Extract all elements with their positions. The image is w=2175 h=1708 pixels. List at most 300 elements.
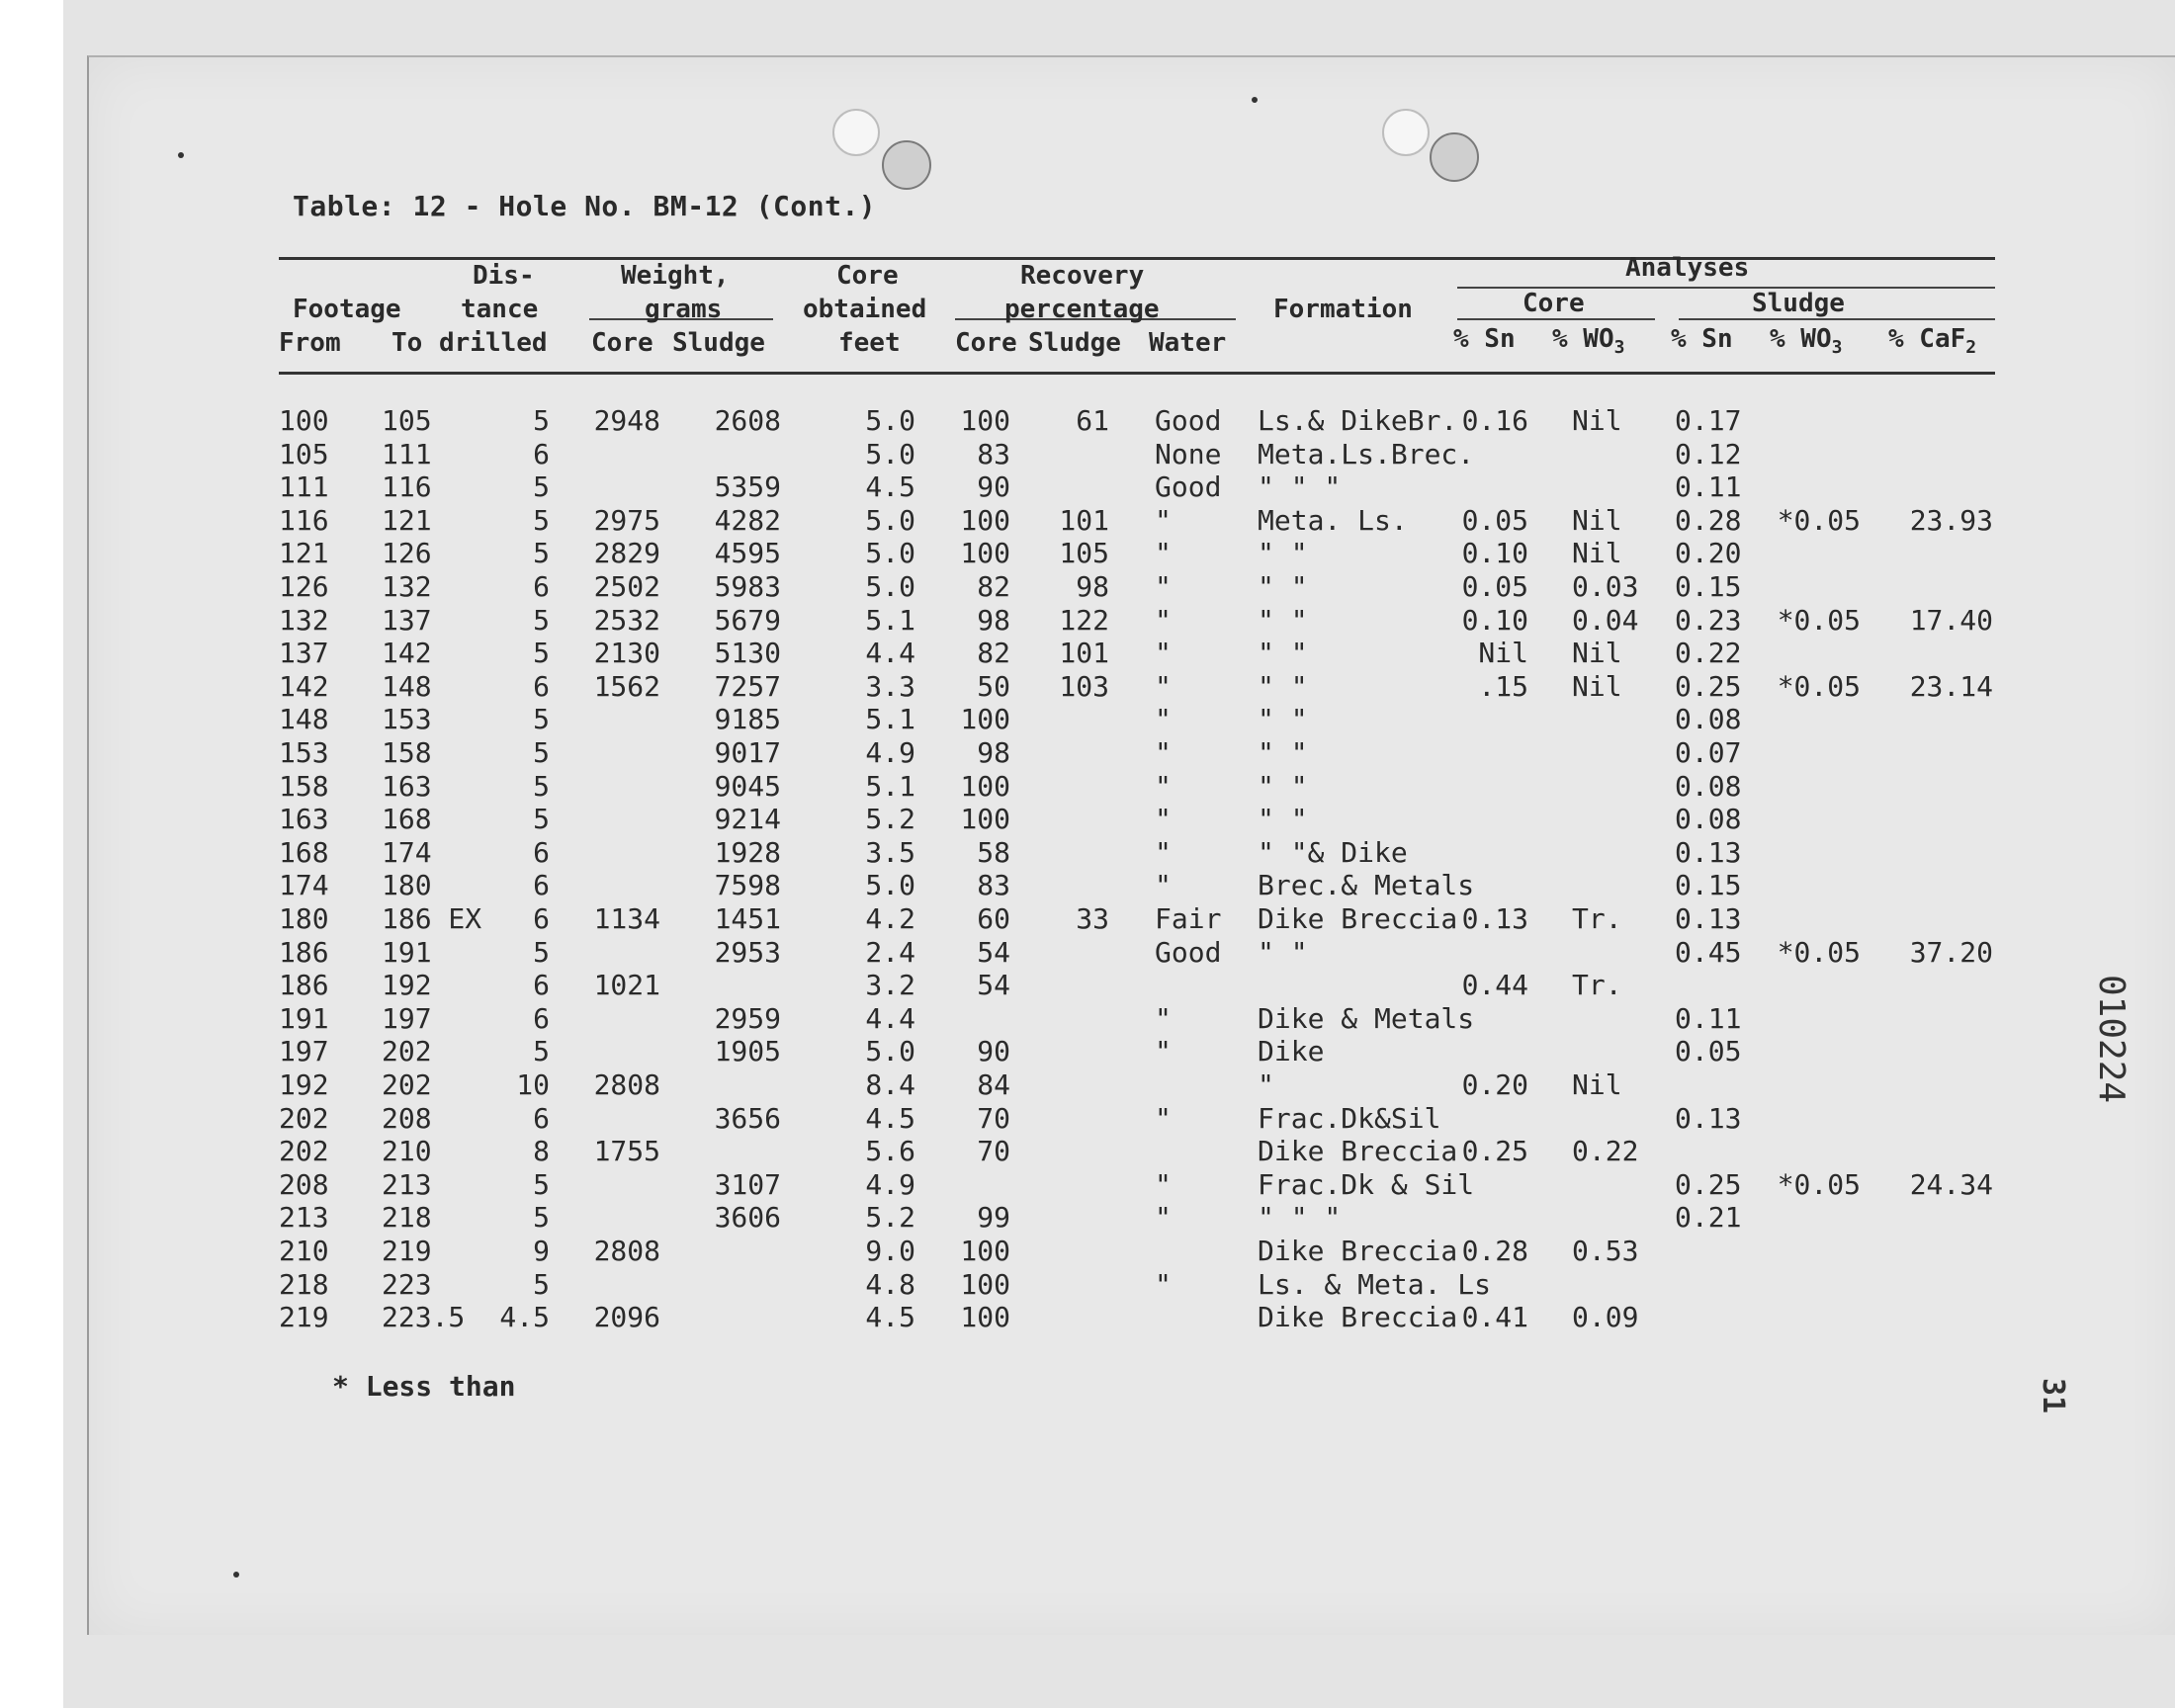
cell-rcore: 100: [960, 769, 1010, 803]
footnote: * Less than: [332, 1370, 516, 1403]
cell-csn: 0.20: [1461, 1068, 1528, 1101]
cell-drilled: 5: [533, 603, 550, 637]
scan-left-margin: [0, 0, 63, 1708]
cell-from: 192: [279, 1068, 329, 1101]
cell-ssn: 0.45: [1675, 935, 1742, 969]
cell-from: 121: [279, 537, 329, 570]
cell-rcore: 90: [977, 470, 1010, 504]
cell-wcore: 2130: [593, 637, 660, 670]
cell-from: 210: [279, 1235, 329, 1267]
side-archive-number: 010224: [2091, 975, 2132, 1104]
cell-water: ": [1155, 537, 1172, 570]
punch-hole-shadow: [1382, 109, 1430, 156]
cell-feet: 5.0: [865, 537, 915, 570]
to-header: To: [392, 328, 423, 358]
cell-rcore: 60: [977, 902, 1010, 935]
speck: [233, 1572, 239, 1578]
cell-ssn: 0.15: [1675, 570, 1742, 603]
cell-caf2: 17.40: [1909, 603, 1993, 637]
cell-wcore: 2532: [593, 603, 660, 637]
weight-core-header: Core: [591, 328, 653, 358]
cell-water: Good: [1155, 404, 1222, 437]
sludge-sn-header: % Sn: [1671, 324, 1733, 354]
analyses-header: Analyses: [1625, 253, 1750, 283]
header-bottom-rule: [279, 372, 1995, 375]
cell-water: ": [1155, 1035, 1172, 1068]
cell-wcore: 1755: [593, 1135, 660, 1168]
cell-cwo3: 0.53: [1572, 1235, 1639, 1267]
cell-ssn: 0.20: [1675, 537, 1742, 570]
cell-drilled: 5: [533, 803, 550, 836]
cell-formation: Dike Breccia: [1258, 1301, 1458, 1334]
cell-from: 219: [279, 1301, 329, 1334]
cell-from: 213: [279, 1201, 329, 1235]
cell-rcore: 54: [977, 969, 1010, 1002]
cell-drilled: 5: [533, 769, 550, 803]
cell-drilled: 5: [533, 736, 550, 769]
cell-to: 186 EX: [382, 902, 482, 935]
cell-water: ": [1155, 1201, 1172, 1235]
cell-rcore: 99: [977, 1201, 1010, 1235]
cell-from: 186: [279, 935, 329, 969]
cell-formation: Ls. & Meta. Ls: [1258, 1267, 1492, 1301]
cell-csn: 0.05: [1461, 570, 1528, 603]
cell-caf2: 37.20: [1909, 935, 1993, 969]
cell-csn: 0.13: [1461, 902, 1528, 935]
analyses-sludge-header: Sludge: [1752, 289, 1845, 318]
cell-ssn: 0.13: [1675, 1101, 1742, 1135]
cell-feet: 3.5: [865, 835, 915, 869]
cell-water: ": [1155, 1167, 1172, 1201]
cell-water: ": [1155, 570, 1172, 603]
cell-feet: 4.8: [865, 1267, 915, 1301]
speck: [178, 152, 184, 158]
cell-feet: 4.4: [865, 1001, 915, 1035]
cell-ssn: 0.11: [1675, 470, 1742, 504]
cell-from: 100: [279, 404, 329, 437]
cell-csn: 0.41: [1461, 1301, 1528, 1334]
cell-feet: 5.1: [865, 769, 915, 803]
cell-to: 210: [382, 1135, 432, 1168]
cell-feet: 4.2: [865, 902, 915, 935]
cell-wcore: 2948: [593, 404, 660, 437]
cell-wsludge: 2608: [714, 404, 781, 437]
cell-rcore: 98: [977, 736, 1010, 769]
cell-formation: Brec.& Metals: [1258, 869, 1475, 902]
cell-from: 191: [279, 1001, 329, 1035]
cell-formation: " ": [1258, 703, 1308, 736]
cell-to: 213: [382, 1167, 432, 1201]
caf2-header: % CaF$_2$: [1888, 324, 1977, 359]
cell-formation: " " ": [1258, 1201, 1342, 1235]
cell-csn: 0.10: [1461, 537, 1528, 570]
cell-cwo3: Tr.: [1572, 902, 1622, 935]
cell-wsludge: 9017: [714, 736, 781, 769]
cell-from: 202: [279, 1101, 329, 1135]
cell-feet: 4.4: [865, 637, 915, 670]
cell-wcore: 1134: [593, 902, 660, 935]
cell-rsludge: 98: [1076, 570, 1109, 603]
cell-feet: 4.9: [865, 736, 915, 769]
cell-formation: Dike: [1258, 1035, 1325, 1068]
cell-csn: 0.28: [1461, 1235, 1528, 1267]
cell-formation: " "& Dike: [1258, 835, 1408, 869]
cell-drilled: 6: [533, 835, 550, 869]
cell-drilled: 4.5: [499, 1301, 550, 1334]
cell-rcore: 54: [977, 935, 1010, 969]
cell-to: 223.5: [382, 1301, 466, 1334]
cell-wsludge: 5359: [714, 470, 781, 504]
cell-wsludge: 2953: [714, 935, 781, 969]
page-number: 31: [2036, 1378, 2070, 1414]
cell-wsludge: 1905: [714, 1035, 781, 1068]
cell-drilled: 6: [533, 669, 550, 703]
cell-wsludge: 1928: [714, 835, 781, 869]
cell-drilled: 5: [533, 470, 550, 504]
cell-wcore: 2096: [593, 1301, 660, 1334]
cell-wsludge: 3656: [714, 1101, 781, 1135]
cell-to: 202: [382, 1068, 432, 1101]
cell-rsludge: 105: [1059, 537, 1109, 570]
cell-cwo3: 0.04: [1572, 603, 1639, 637]
cell-drilled: 8: [533, 1135, 550, 1168]
cell-water: ": [1155, 769, 1172, 803]
cell-wcore: 2502: [593, 570, 660, 603]
cell-ssn: 0.13: [1675, 902, 1742, 935]
cell-wsludge: 2959: [714, 1001, 781, 1035]
cell-feet: 4.5: [865, 470, 915, 504]
cell-drilled: 6: [533, 869, 550, 902]
cell-from: 111: [279, 470, 329, 504]
water-header: Water: [1149, 328, 1227, 358]
analyses-core-underline: [1457, 318, 1655, 320]
speck: [1252, 97, 1258, 103]
cell-rcore: 70: [977, 1101, 1010, 1135]
cell-cwo3: Nil: [1572, 1068, 1622, 1101]
cell-feet: 5.1: [865, 603, 915, 637]
cell-drilled: 5: [533, 1267, 550, 1301]
cell-cwo3: 0.09: [1572, 1301, 1639, 1334]
cell-csn: 0.16: [1461, 404, 1528, 437]
cell-feet: 4.5: [865, 1301, 915, 1334]
cell-drilled: 5: [533, 703, 550, 736]
cell-to: 137: [382, 603, 432, 637]
cell-feet: 5.0: [865, 869, 915, 902]
cell-from: 202: [279, 1135, 329, 1168]
cell-wsludge: 3107: [714, 1167, 781, 1201]
cell-wcore: 1021: [593, 969, 660, 1002]
cell-water: ": [1155, 669, 1172, 703]
cell-water: ": [1155, 603, 1172, 637]
cell-wsludge: 7598: [714, 869, 781, 902]
cell-formation: " " ": [1258, 470, 1342, 504]
cell-from: 153: [279, 736, 329, 769]
cell-wsludge: 4595: [714, 537, 781, 570]
cell-cwo3: Nil: [1572, 637, 1622, 670]
cell-from: 126: [279, 570, 329, 603]
cell-ssn: 0.07: [1675, 736, 1742, 769]
cell-wsludge: 5983: [714, 570, 781, 603]
cell-swo3: *0.05: [1777, 1167, 1861, 1201]
core-sn-header: % Sn: [1453, 324, 1516, 354]
cell-formation: ": [1258, 1068, 1274, 1101]
cell-wcore: 1562: [593, 669, 660, 703]
cell-feet: 5.1: [865, 703, 915, 736]
cell-wsludge: 4282: [714, 503, 781, 537]
cell-caf2: 23.14: [1909, 669, 1993, 703]
cell-from: 168: [279, 835, 329, 869]
cell-drilled: 6: [533, 1001, 550, 1035]
cell-formation: Dike Breccia: [1258, 902, 1458, 935]
cell-formation: Frac.Dk & Sil: [1258, 1167, 1475, 1201]
cell-feet: 5.0: [865, 437, 915, 470]
cell-ssn: 0.11: [1675, 1001, 1742, 1035]
cell-wcore: 2829: [593, 537, 660, 570]
cell-to: 105: [382, 404, 432, 437]
cell-water: ": [1155, 803, 1172, 836]
cell-from: 197: [279, 1035, 329, 1068]
cell-rcore: 50: [977, 669, 1010, 703]
cell-ssn: 0.25: [1675, 1167, 1742, 1201]
cell-swo3: *0.05: [1777, 603, 1861, 637]
cell-to: 174: [382, 835, 432, 869]
cell-wsludge: 5679: [714, 603, 781, 637]
cell-rcore: 100: [960, 703, 1010, 736]
cell-cwo3: Tr.: [1572, 969, 1622, 1002]
cell-water: Fair: [1155, 902, 1222, 935]
cell-drilled: 6: [533, 570, 550, 603]
cell-ssn: 0.08: [1675, 769, 1742, 803]
cell-wcore: 2975: [593, 503, 660, 537]
cell-rcore: 90: [977, 1035, 1010, 1068]
cell-to: 111: [382, 437, 432, 470]
cell-to: 158: [382, 736, 432, 769]
cell-to: 163: [382, 769, 432, 803]
cell-drilled: 10: [516, 1068, 550, 1101]
cell-csn: 0.44: [1461, 969, 1528, 1002]
cell-rcore: 83: [977, 869, 1010, 902]
cell-to: 192: [382, 969, 432, 1002]
cell-from: 208: [279, 1167, 329, 1201]
cell-rcore: 100: [960, 537, 1010, 570]
cell-rcore: 100: [960, 803, 1010, 836]
cell-to: 121: [382, 503, 432, 537]
cell-formation: Dike Breccia: [1258, 1235, 1458, 1267]
cell-ssn: 0.25: [1675, 669, 1742, 703]
footage-header: Footage: [293, 295, 401, 324]
cell-rcore: 58: [977, 835, 1010, 869]
cell-drilled: 5: [533, 935, 550, 969]
cell-feet: 3.2: [865, 969, 915, 1002]
cell-rcore: 70: [977, 1135, 1010, 1168]
cell-water: ": [1155, 1101, 1172, 1135]
cell-water: None: [1155, 437, 1222, 470]
cell-water: Good: [1155, 935, 1222, 969]
weight-header: Weight,: [621, 261, 730, 291]
cell-rcore: 82: [977, 570, 1010, 603]
cell-caf2: 23.93: [1909, 503, 1993, 537]
cell-ssn: 0.17: [1675, 404, 1742, 437]
cell-csn: .15: [1478, 669, 1528, 703]
analyses-core-header: Core: [1522, 289, 1585, 318]
cell-formation: " ": [1258, 603, 1308, 637]
cell-rsludge: 103: [1059, 669, 1109, 703]
cell-rcore: 100: [960, 404, 1010, 437]
cell-rcore: 83: [977, 437, 1010, 470]
cell-cwo3: 0.22: [1572, 1135, 1639, 1168]
cell-feet: 5.0: [865, 404, 915, 437]
cell-to: 132: [382, 570, 432, 603]
cell-drilled: 6: [533, 1101, 550, 1135]
cell-formation: Dike & Metals: [1258, 1001, 1475, 1035]
cell-cwo3: Nil: [1572, 669, 1622, 703]
cell-wsludge: 9185: [714, 703, 781, 736]
cell-swo3: *0.05: [1777, 669, 1861, 703]
cell-from: 180: [279, 902, 329, 935]
analyses-sludge-underline: [1679, 318, 1995, 320]
cell-feet: 2.4: [865, 935, 915, 969]
recovery-header: Recovery: [1020, 261, 1145, 291]
cell-formation: " ": [1258, 570, 1308, 603]
cell-to: 208: [382, 1101, 432, 1135]
cell-from: 158: [279, 769, 329, 803]
cell-from: 218: [279, 1267, 329, 1301]
sludge-wo3-header: % $WO_3$: [1770, 324, 1843, 359]
cell-formation: Meta.Ls.Brec.: [1258, 437, 1475, 470]
recovery-core-header: Core: [955, 328, 1017, 358]
core-wo3-header: % $WO_3$: [1552, 324, 1625, 359]
cell-to: 219: [382, 1235, 432, 1267]
cell-ssn: 0.13: [1675, 835, 1742, 869]
cell-from: 116: [279, 503, 329, 537]
cell-rsludge: 61: [1076, 404, 1109, 437]
cell-to: 218: [382, 1201, 432, 1235]
core-obtained-header-top: Core: [836, 261, 899, 291]
cell-formation: Meta. Ls.: [1258, 503, 1408, 537]
cell-wsludge: 9214: [714, 803, 781, 836]
core-obtained-header-mid: obtained: [803, 295, 927, 324]
punch-hole-shadow: [832, 109, 880, 156]
recovery-sludge-header: Sludge: [1028, 328, 1121, 358]
cell-wsludge: 3606: [714, 1201, 781, 1235]
cell-drilled: 6: [533, 902, 550, 935]
cell-to: 168: [382, 803, 432, 836]
cell-formation: " ": [1258, 637, 1308, 670]
cell-to: 180: [382, 869, 432, 902]
cell-water: ": [1155, 869, 1172, 902]
cell-ssn: 0.08: [1675, 803, 1742, 836]
cell-water: ": [1155, 736, 1172, 769]
cell-ssn: 0.22: [1675, 637, 1742, 670]
cell-swo3: *0.05: [1777, 935, 1861, 969]
cell-rcore: 98: [977, 603, 1010, 637]
cell-rsludge: 101: [1059, 503, 1109, 537]
core-obtained-header-bottom: feet: [838, 328, 901, 358]
cell-feet: 3.3: [865, 669, 915, 703]
formation-header: Formation: [1273, 295, 1413, 324]
cell-feet: 5.6: [865, 1135, 915, 1168]
cell-to: 126: [382, 537, 432, 570]
table-title: Table: 12 - Hole No. BM-12 (Cont.): [293, 190, 877, 222]
cell-csn: Nil: [1478, 637, 1528, 670]
cell-to: 148: [382, 669, 432, 703]
cell-formation: " ": [1258, 736, 1308, 769]
cell-drilled: 5: [533, 1035, 550, 1068]
cell-water: ": [1155, 703, 1172, 736]
cell-swo3: *0.05: [1777, 503, 1861, 537]
cell-formation: Dike Breccia: [1258, 1135, 1458, 1168]
cell-formation: " ": [1258, 669, 1308, 703]
cell-feet: 5.0: [865, 1035, 915, 1068]
cell-rcore: 100: [960, 1235, 1010, 1267]
cell-ssn: 0.21: [1675, 1201, 1742, 1235]
cell-csn: 0.25: [1461, 1135, 1528, 1168]
cell-ssn: 0.15: [1675, 869, 1742, 902]
cell-ssn: 0.28: [1675, 503, 1742, 537]
from-header: From: [279, 328, 341, 358]
cell-feet: 5.0: [865, 503, 915, 537]
cell-from: 174: [279, 869, 329, 902]
cell-water: ": [1155, 1267, 1172, 1301]
distance-header-bottom: drilled: [439, 328, 548, 358]
recovery-percentage-header: percentage: [1004, 295, 1160, 324]
cell-wcore: 2808: [593, 1068, 660, 1101]
cell-feet: 5.2: [865, 1201, 915, 1235]
cell-from: 137: [279, 637, 329, 670]
cell-from: 105: [279, 437, 329, 470]
distance-header-top: Dis-: [473, 261, 535, 291]
cell-cwo3: Nil: [1572, 537, 1622, 570]
cell-rcore: 100: [960, 1267, 1010, 1301]
weight-sludge-header: Sludge: [672, 328, 765, 358]
cell-ssn: 0.23: [1675, 603, 1742, 637]
cell-formation: Ls.& DikeBr.: [1258, 404, 1458, 437]
cell-rcore: 82: [977, 637, 1010, 670]
cell-rsludge: 101: [1059, 637, 1109, 670]
cell-drilled: 6: [533, 969, 550, 1002]
cell-water: ": [1155, 835, 1172, 869]
cell-feet: 9.0: [865, 1235, 915, 1267]
cell-ssn: 0.12: [1675, 437, 1742, 470]
cell-wsludge: 5130: [714, 637, 781, 670]
cell-from: 148: [279, 703, 329, 736]
distance-header-mid: tance: [461, 295, 539, 324]
punch-hole: [1430, 132, 1479, 182]
cell-rcore: 100: [960, 1301, 1010, 1334]
cell-wsludge: 7257: [714, 669, 781, 703]
cell-wcore: 2808: [593, 1235, 660, 1267]
cell-rcore: 84: [977, 1068, 1010, 1101]
cell-wsludge: 9045: [714, 769, 781, 803]
cell-feet: 8.4: [865, 1068, 915, 1101]
cell-cwo3: Nil: [1572, 404, 1622, 437]
cell-feet: 5.0: [865, 570, 915, 603]
cell-from: 186: [279, 969, 329, 1002]
cell-formation: " ": [1258, 803, 1308, 836]
cell-formation: " ": [1258, 769, 1308, 803]
cell-cwo3: Nil: [1572, 503, 1622, 537]
cell-from: 163: [279, 803, 329, 836]
cell-from: 132: [279, 603, 329, 637]
cell-to: 223: [382, 1267, 432, 1301]
cell-wsludge: 1451: [714, 902, 781, 935]
cell-water: ": [1155, 1001, 1172, 1035]
cell-drilled: 5: [533, 1167, 550, 1201]
cell-formation: " ": [1258, 935, 1308, 969]
cell-drilled: 5: [533, 1201, 550, 1235]
cell-rcore: 100: [960, 503, 1010, 537]
cell-cwo3: 0.03: [1572, 570, 1639, 603]
